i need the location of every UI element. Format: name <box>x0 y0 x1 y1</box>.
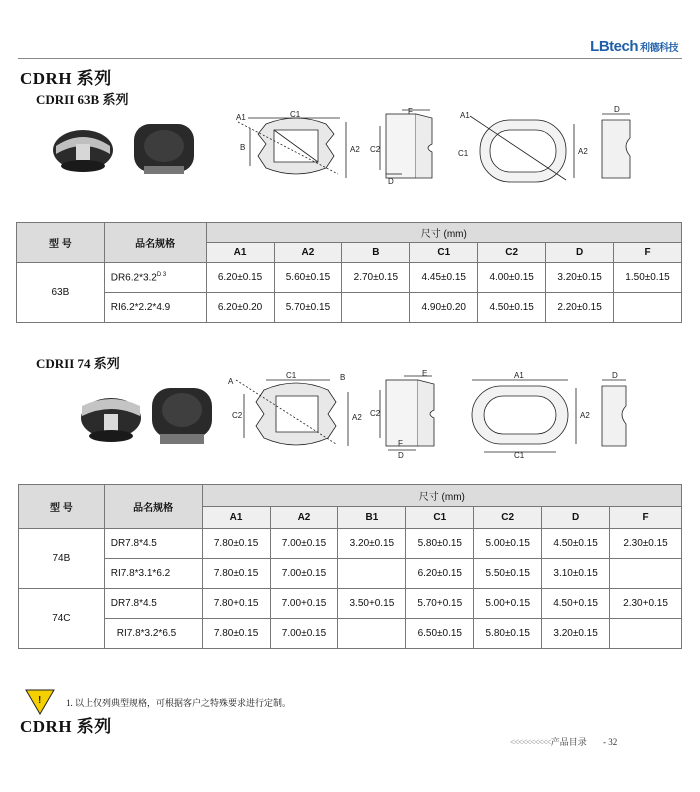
page-title: CDRH 系列 <box>20 69 112 88</box>
value-cell <box>338 619 406 649</box>
value-cell: 7.80±0.15 <box>202 619 270 649</box>
dim-col: A2 <box>270 507 338 529</box>
value-cell: 2.30±0.15 <box>610 529 682 559</box>
value-cell: 5.80±0.15 <box>406 529 474 559</box>
svg-text:D: D <box>388 177 394 186</box>
col-type-header: 型 号 <box>19 485 105 529</box>
side-view-drawing-63b <box>366 104 448 190</box>
value-cell: 7.80+0.15 <box>202 589 270 619</box>
dim-col: A1 <box>202 507 270 529</box>
svg-text:A2: A2 <box>578 147 588 156</box>
value-cell: 3.20±0.15 <box>542 619 610 649</box>
value-cell: 4.45±0.15 <box>410 263 478 293</box>
inductor-photo-open-74 <box>76 384 146 444</box>
svg-text:C1: C1 <box>458 149 469 158</box>
spec-cell: RI7.8*3.2*6.5 <box>104 619 202 649</box>
company-logo: LBtech 利德科技 <box>590 38 678 55</box>
spec-cell: RI6.2*2.2*4.9 <box>104 293 206 323</box>
value-cell: 2.70±0.15 <box>342 263 410 293</box>
value-cell <box>338 559 406 589</box>
value-cell: 4.50±0.15 <box>478 293 546 323</box>
value-cell: 5.50±0.15 <box>474 559 542 589</box>
section-title-74: CDRII 74 系列 <box>36 356 120 371</box>
value-cell: 7.00±0.15 <box>270 559 338 589</box>
dim-col: F <box>610 507 682 529</box>
svg-text:A1: A1 <box>514 371 524 380</box>
svg-text:A2: A2 <box>352 413 362 422</box>
col-spec-header: 品名规格 <box>104 485 202 529</box>
page-footer: <<<<<<<<<<产品目录 - 32 <box>510 737 618 747</box>
bottom-title: CDRH 系列 <box>20 717 112 736</box>
dim-col: A2 <box>274 243 342 263</box>
value-cell: 1.50±0.15 <box>614 263 682 293</box>
bottom-view-drawing-74 <box>458 368 594 460</box>
value-cell: 6.50±0.15 <box>406 619 474 649</box>
value-cell <box>610 559 682 589</box>
value-cell: 2.20±0.15 <box>546 293 614 323</box>
value-cell: 5.00+0.15 <box>474 589 542 619</box>
inductor-photo-open <box>48 118 118 176</box>
value-cell: 5.80±0.15 <box>474 619 542 649</box>
value-cell <box>342 293 410 323</box>
table-row <box>17 263 682 293</box>
top-view-drawing-74 <box>226 368 366 460</box>
svg-text:C1: C1 <box>290 110 301 119</box>
svg-text:F: F <box>398 439 403 448</box>
value-cell: 4.50±0.15 <box>542 529 610 559</box>
value-cell: 5.60±0.15 <box>274 263 342 293</box>
svg-text:A: A <box>228 377 234 386</box>
value-cell <box>610 619 682 649</box>
dim-col: C1 <box>410 243 478 263</box>
table-row <box>19 589 682 619</box>
top-view-drawing-63b <box>228 104 364 190</box>
section-title-63b: CDRII 63B 系列 <box>36 92 129 107</box>
inductor-photo-closed-74 <box>146 382 218 448</box>
dim-col: A1 <box>206 243 274 263</box>
value-cell: 4.90±0.20 <box>410 293 478 323</box>
side-view-drawing-74 <box>368 368 450 460</box>
svg-text:A2: A2 <box>350 145 360 154</box>
dim-header: 尺寸 (mm) <box>202 485 681 507</box>
table-row <box>17 293 682 323</box>
spec-table-63b <box>16 222 682 323</box>
value-cell: 5.70+0.15 <box>406 589 474 619</box>
svg-text:C2: C2 <box>370 145 381 154</box>
value-cell: 3.20±0.15 <box>546 263 614 293</box>
value-cell: 7.00±0.15 <box>270 619 338 649</box>
svg-text:D: D <box>398 451 404 460</box>
value-cell: 6.20±0.15 <box>406 559 474 589</box>
svg-text:A1: A1 <box>460 111 470 120</box>
svg-text:E: E <box>422 369 428 378</box>
value-cell: 7.80±0.15 <box>202 559 270 589</box>
value-cell: 7.00±0.15 <box>270 529 338 559</box>
svg-text:D: D <box>614 105 620 114</box>
svg-text:C1: C1 <box>514 451 525 460</box>
spec-cell: DR7.8*4.5 <box>104 589 202 619</box>
col-type-header: 型 号 <box>17 223 105 263</box>
dim-col: B1 <box>338 507 406 529</box>
value-cell: 5.70±0.15 <box>274 293 342 323</box>
dim-col: B <box>342 243 410 263</box>
type-cell: 63B <box>17 263 105 323</box>
value-cell: 6.20±0.15 <box>206 263 274 293</box>
svg-text:F: F <box>408 107 413 116</box>
svg-text:A2: A2 <box>580 411 590 420</box>
type-cell: 74B <box>19 529 105 589</box>
dim-col: C2 <box>474 507 542 529</box>
svg-text:C2: C2 <box>232 411 243 420</box>
table-row <box>19 529 682 559</box>
dim-col: F <box>614 243 682 263</box>
col-spec-header: 品名规格 <box>104 223 206 263</box>
type-cell: 74C <box>19 589 105 649</box>
value-cell: 3.10±0.15 <box>542 559 610 589</box>
value-cell: 2.30+0.15 <box>610 589 682 619</box>
svg-text:C2: C2 <box>370 409 381 418</box>
svg-text:C1: C1 <box>286 371 297 380</box>
spec-cell: RI7.8*3.1*6.2 <box>104 559 202 589</box>
value-cell: 6.20±0.20 <box>206 293 274 323</box>
footnote: 1. 以上仅列典型规格，可根据客户之特殊要求进行定制。 <box>66 698 292 708</box>
value-cell: 4.50+0.15 <box>542 589 610 619</box>
spec-table-74 <box>18 484 682 649</box>
dim-col: D <box>542 507 610 529</box>
svg-text:!: ! <box>38 695 42 706</box>
dim-col: C1 <box>406 507 474 529</box>
svg-text:B: B <box>240 143 246 152</box>
value-cell: 5.00±0.15 <box>474 529 542 559</box>
end-view-drawing-63b <box>596 104 642 190</box>
dim-col: C2 <box>478 243 546 263</box>
value-cell: 3.20±0.15 <box>338 529 406 559</box>
value-cell <box>614 293 682 323</box>
svg-text:B: B <box>340 373 346 382</box>
value-cell: 7.00+0.15 <box>270 589 338 619</box>
inductor-photo-closed <box>128 118 200 178</box>
dim-col: D <box>546 243 614 263</box>
bottom-view-drawing-63b <box>454 104 594 190</box>
svg-text:A1: A1 <box>236 113 246 122</box>
dim-header: 尺寸 (mm) <box>206 223 681 243</box>
svg-text:D: D <box>612 371 618 380</box>
table-row <box>19 559 682 589</box>
end-view-drawing-74 <box>596 368 646 460</box>
value-cell: 4.00±0.15 <box>478 263 546 293</box>
table-row <box>19 619 682 649</box>
header-rule <box>18 58 682 59</box>
spec-cell: DR7.8*4.5 <box>104 529 202 559</box>
value-cell: 3.50+0.15 <box>338 589 406 619</box>
value-cell: 7.80±0.15 <box>202 529 270 559</box>
spec-cell: $DR6.2*3.2^{D 3}$ <box>104 263 206 293</box>
